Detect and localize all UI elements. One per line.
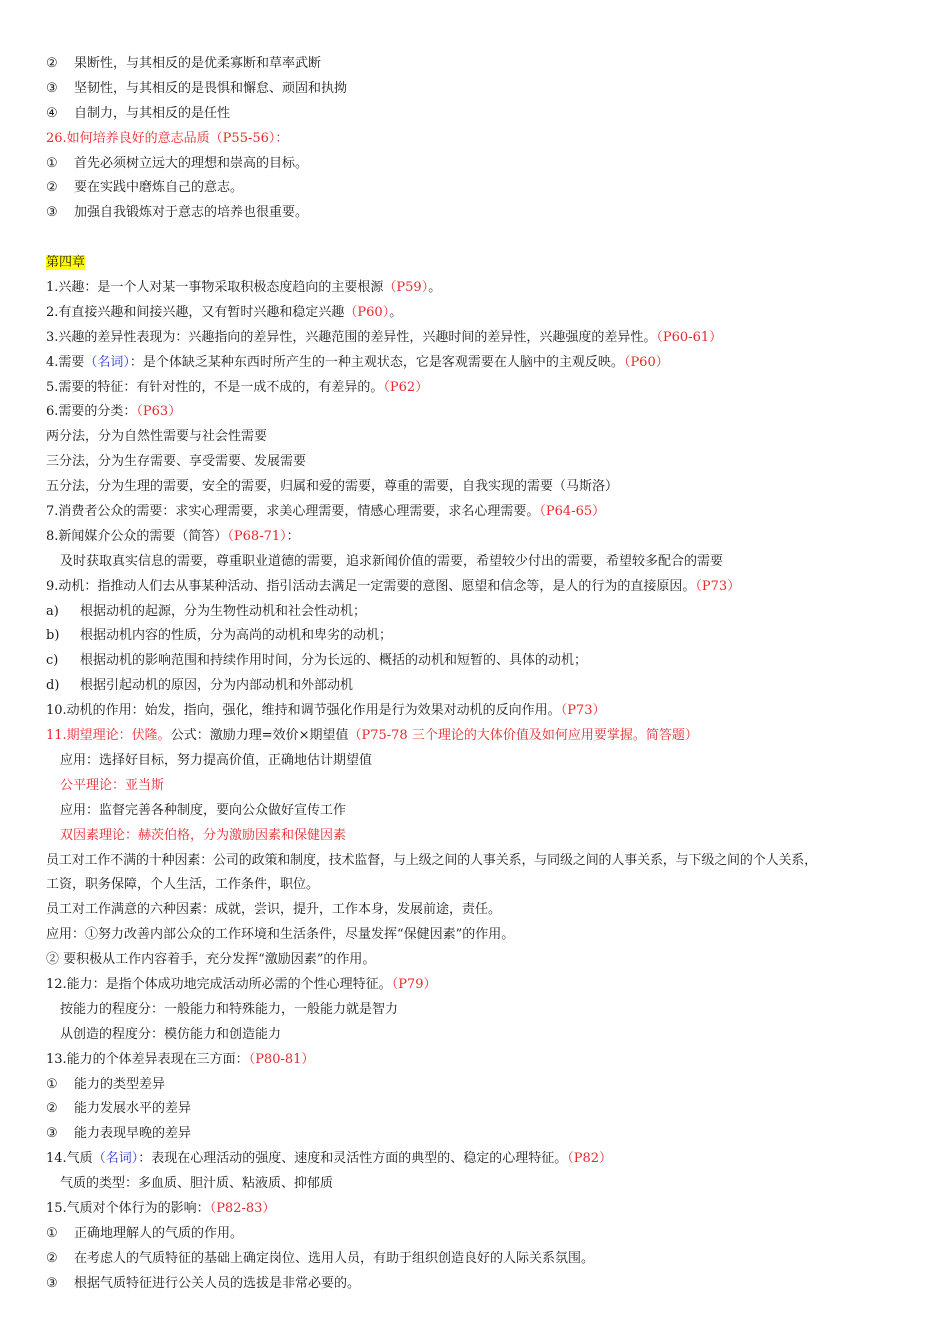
text-line: ③ 加强自我锻炼对于意志的培养也很重要。: [46, 201, 918, 226]
list-marker: ②: [46, 180, 58, 196]
question-heading: 26.如何培养良好的意志品质（P55-56）：: [46, 130, 289, 146]
text-line: 员工对工作满意的六种因素：成就，尝识，提升，工作本身，发展前途，责任。: [46, 902, 502, 918]
text-line: 工资，职务保障，个人生活，工作条件，职位。: [46, 877, 320, 893]
text-line: 3.兴趣的差异性表现为：兴趣指向的差异性，兴趣范围的差异性，兴趣时间的差异性，兴趣强度的差异性。（P60-61）: [46, 329, 723, 345]
page-ref: （P60）: [623, 354, 669, 370]
list-marker: ②: [46, 56, 58, 71]
list-marker: b): [46, 628, 60, 644]
text-line: 12.能力：是指个体成功地完成活动所必需的个性心理特征。（P79）: [46, 976, 437, 992]
text-line: d) 根据引起动机的原因，分为内部动机和外部动机: [46, 674, 918, 699]
text-line: 按能力的程度分：一般能力和特殊能力，一般能力就是智力: [60, 1001, 399, 1017]
page-ref: （P60-61）: [656, 329, 723, 345]
page-ref: （P64-65）: [539, 504, 606, 520]
chapter-heading: [46, 251, 918, 276]
text-line: c) 根据动机的影响范围和持续作用时间，分为长远的、概括的动机和短暂的、具体的动机；: [46, 649, 918, 674]
document-page: [46, 52, 918, 1297]
list-marker: ①: [46, 1225, 58, 1241]
list-marker: ③: [46, 1275, 58, 1291]
text-line: ② 能力发展水平的差异: [46, 1097, 918, 1122]
text-line: ② 果断性，与其相反的是优柔寡断和草率武断: [46, 52, 918, 77]
page-ref: （P68-71）: [227, 528, 287, 544]
page-ref: （P63）: [136, 404, 182, 420]
list-marker: ③: [46, 1126, 58, 1142]
text-line: 2.有直接兴趣和间接兴趣，又有暂时兴趣和稳定兴趣（P60）。: [46, 304, 403, 320]
text-line: 双因素理论：赫茨伯格，分为激励因素和保健因素: [60, 827, 347, 843]
list-marker: ②: [46, 1101, 58, 1117]
text-line: 公平理论：亚当斯: [60, 777, 165, 793]
page-ref: （P75-78 三个理论的大体价值及如何应用要掌握。简答题）: [348, 728, 698, 744]
text-line: 6.需要的分类：（P63）: [46, 404, 182, 420]
list-marker: ③: [46, 80, 58, 96]
text-line: ① 能力的类型差异: [46, 1073, 918, 1098]
text-line: 15.气质对个体行为的影响：（P82-83）: [46, 1200, 276, 1216]
page-ref: （P80-81）: [248, 1051, 315, 1067]
text-line: 4.需要（名词）：是个体缺乏某种东西时所产生的一种主观状态，它是客观需要在人脑中的主观反映。（P60）: [46, 354, 669, 370]
list-marker: ①: [46, 1076, 58, 1092]
text-line: 三分法，分为生存需要、享受需要、发展需要: [46, 454, 307, 470]
text-line: ① 正确地理解人的气质的作用。: [46, 1222, 918, 1247]
text-line: ③ 坚韧性，与其相反的是畏惧和懈怠、顽固和执拗: [46, 77, 918, 102]
page-ref: （P62）: [383, 379, 429, 395]
list-marker: ②: [46, 1250, 58, 1266]
text-line: ② 在考虑人的气质特征的基础上确定岗位、选用人员，有助于组织创造良好的人际关系氛围。: [46, 1247, 918, 1272]
text-line: 9.动机：指推动人们去从事某种活动、指引活动去满足一定需要的意图、愿望和信念等，是人的行为的直接原因。（P73）: [46, 578, 741, 594]
text-line: 两分法，分为自然性需要与社会性需要: [46, 429, 268, 445]
text-line: 及时获取真实信息的需要，尊重职业道德的需要，追求新闻价值的需要，希望较少付出的需要，希望较多配合的需要: [60, 553, 724, 569]
list-marker: ①: [46, 155, 58, 171]
text-line: 5.需要的特征：有针对性的，不是一成不成的，有差异的。（P62）: [46, 379, 429, 395]
text-line: 应用：监督完善各种制度，要向公众做好宣传工作: [60, 802, 347, 818]
page-ref: （P73）: [695, 578, 741, 594]
list-marker: a): [46, 603, 59, 619]
text-line: 五分法，分为生理的需要，安全的需要，归属和爱的需要，尊重的需要，自我实现的需要（马斯洛）: [46, 479, 619, 495]
text-line: 员工对工作不满的十种因素：公司的政策和制度，技术监督，与上级之间的人事关系，与同级之间的人事关系，与下级之间的个人关系，: [46, 852, 818, 868]
text-line: 11.期望理论：伏隆。公式：激励力理=效价×期望值（P75-78 三个理论的大体价值及如何应用要掌握。简答题）: [46, 728, 698, 744]
page-ref: （P60）: [344, 304, 390, 320]
text-line: ② 要在实践中磨炼自己的意志。: [46, 176, 918, 201]
term-tag: （名词）: [92, 1151, 139, 1167]
text-line: 8.新闻媒介公众的需要（简答）（P68-71）：: [46, 528, 300, 544]
text-line: 应用：①努力改善内部公众的工作环境和生活条件，尽量发挥“保健因素”的作用。: [46, 927, 515, 943]
blank-line: [46, 226, 918, 251]
text-line: 应用：选择好目标，努力提高价值，正确地估计期望值: [60, 752, 373, 768]
list-marker: ④: [46, 105, 58, 121]
text-line: ④ 自制力，与其相反的是任性: [46, 102, 918, 127]
text-line: a) 根据动机的起源，分为生物性动机和社会性动机；: [46, 600, 918, 625]
list-marker: ③: [46, 205, 58, 221]
text-line: 13.能力的个体差异表现在三方面：（P80-81）: [46, 1051, 315, 1067]
text-line: b) 根据动机内容的性质，分为高尚的动机和卑劣的动机；: [46, 624, 918, 649]
text-line: 7.消费者公众的需要：求实心理需要，求美心理需要，情感心理需要，求名心理需要。（P64-65）: [46, 504, 606, 520]
list-marker: c): [46, 653, 59, 669]
text-line: 从创造的程度分：模仿能力和创造能力: [60, 1026, 282, 1042]
text-line: 14.气质（名词）：表现在心理活动的强度、速度和灵活性方面的典型的、稳定的心理特征。（P82）: [46, 1151, 613, 1167]
page-ref: （P79）: [391, 976, 437, 992]
text-line: ① 首先必须树立远大的理想和崇高的目标。: [46, 152, 918, 177]
text-line: ② 要积极从工作内容着手，充分发挥“激励因素”的作用。: [46, 952, 376, 968]
term-tag: （名词）: [84, 354, 130, 370]
text-line: ③ 根据气质特征进行公关人员的选拔是非常必要的。: [46, 1272, 918, 1297]
page-ref: （P59）: [383, 280, 429, 296]
page-ref: （P82-83）: [209, 1200, 276, 1216]
text-line: 气质的类型：多血质、胆汁质、粘液质、抑郁质: [60, 1176, 334, 1192]
list-marker: d): [46, 678, 60, 694]
text-line: 1.兴趣：是一个人对某一事物采取积极态度趋向的主要根源（P59）。: [46, 280, 442, 296]
text-line: 10.动机的作用：始发，指向，强化，维持和调节强化作用是行为效果对动机的反向作用。（P73）: [46, 703, 606, 719]
page-ref: （P73）: [560, 703, 606, 719]
chapter-title: 第四章: [46, 255, 86, 271]
text-line: ③ 能力表现早晚的差异: [46, 1122, 918, 1147]
page-ref: （P82）: [567, 1151, 613, 1167]
